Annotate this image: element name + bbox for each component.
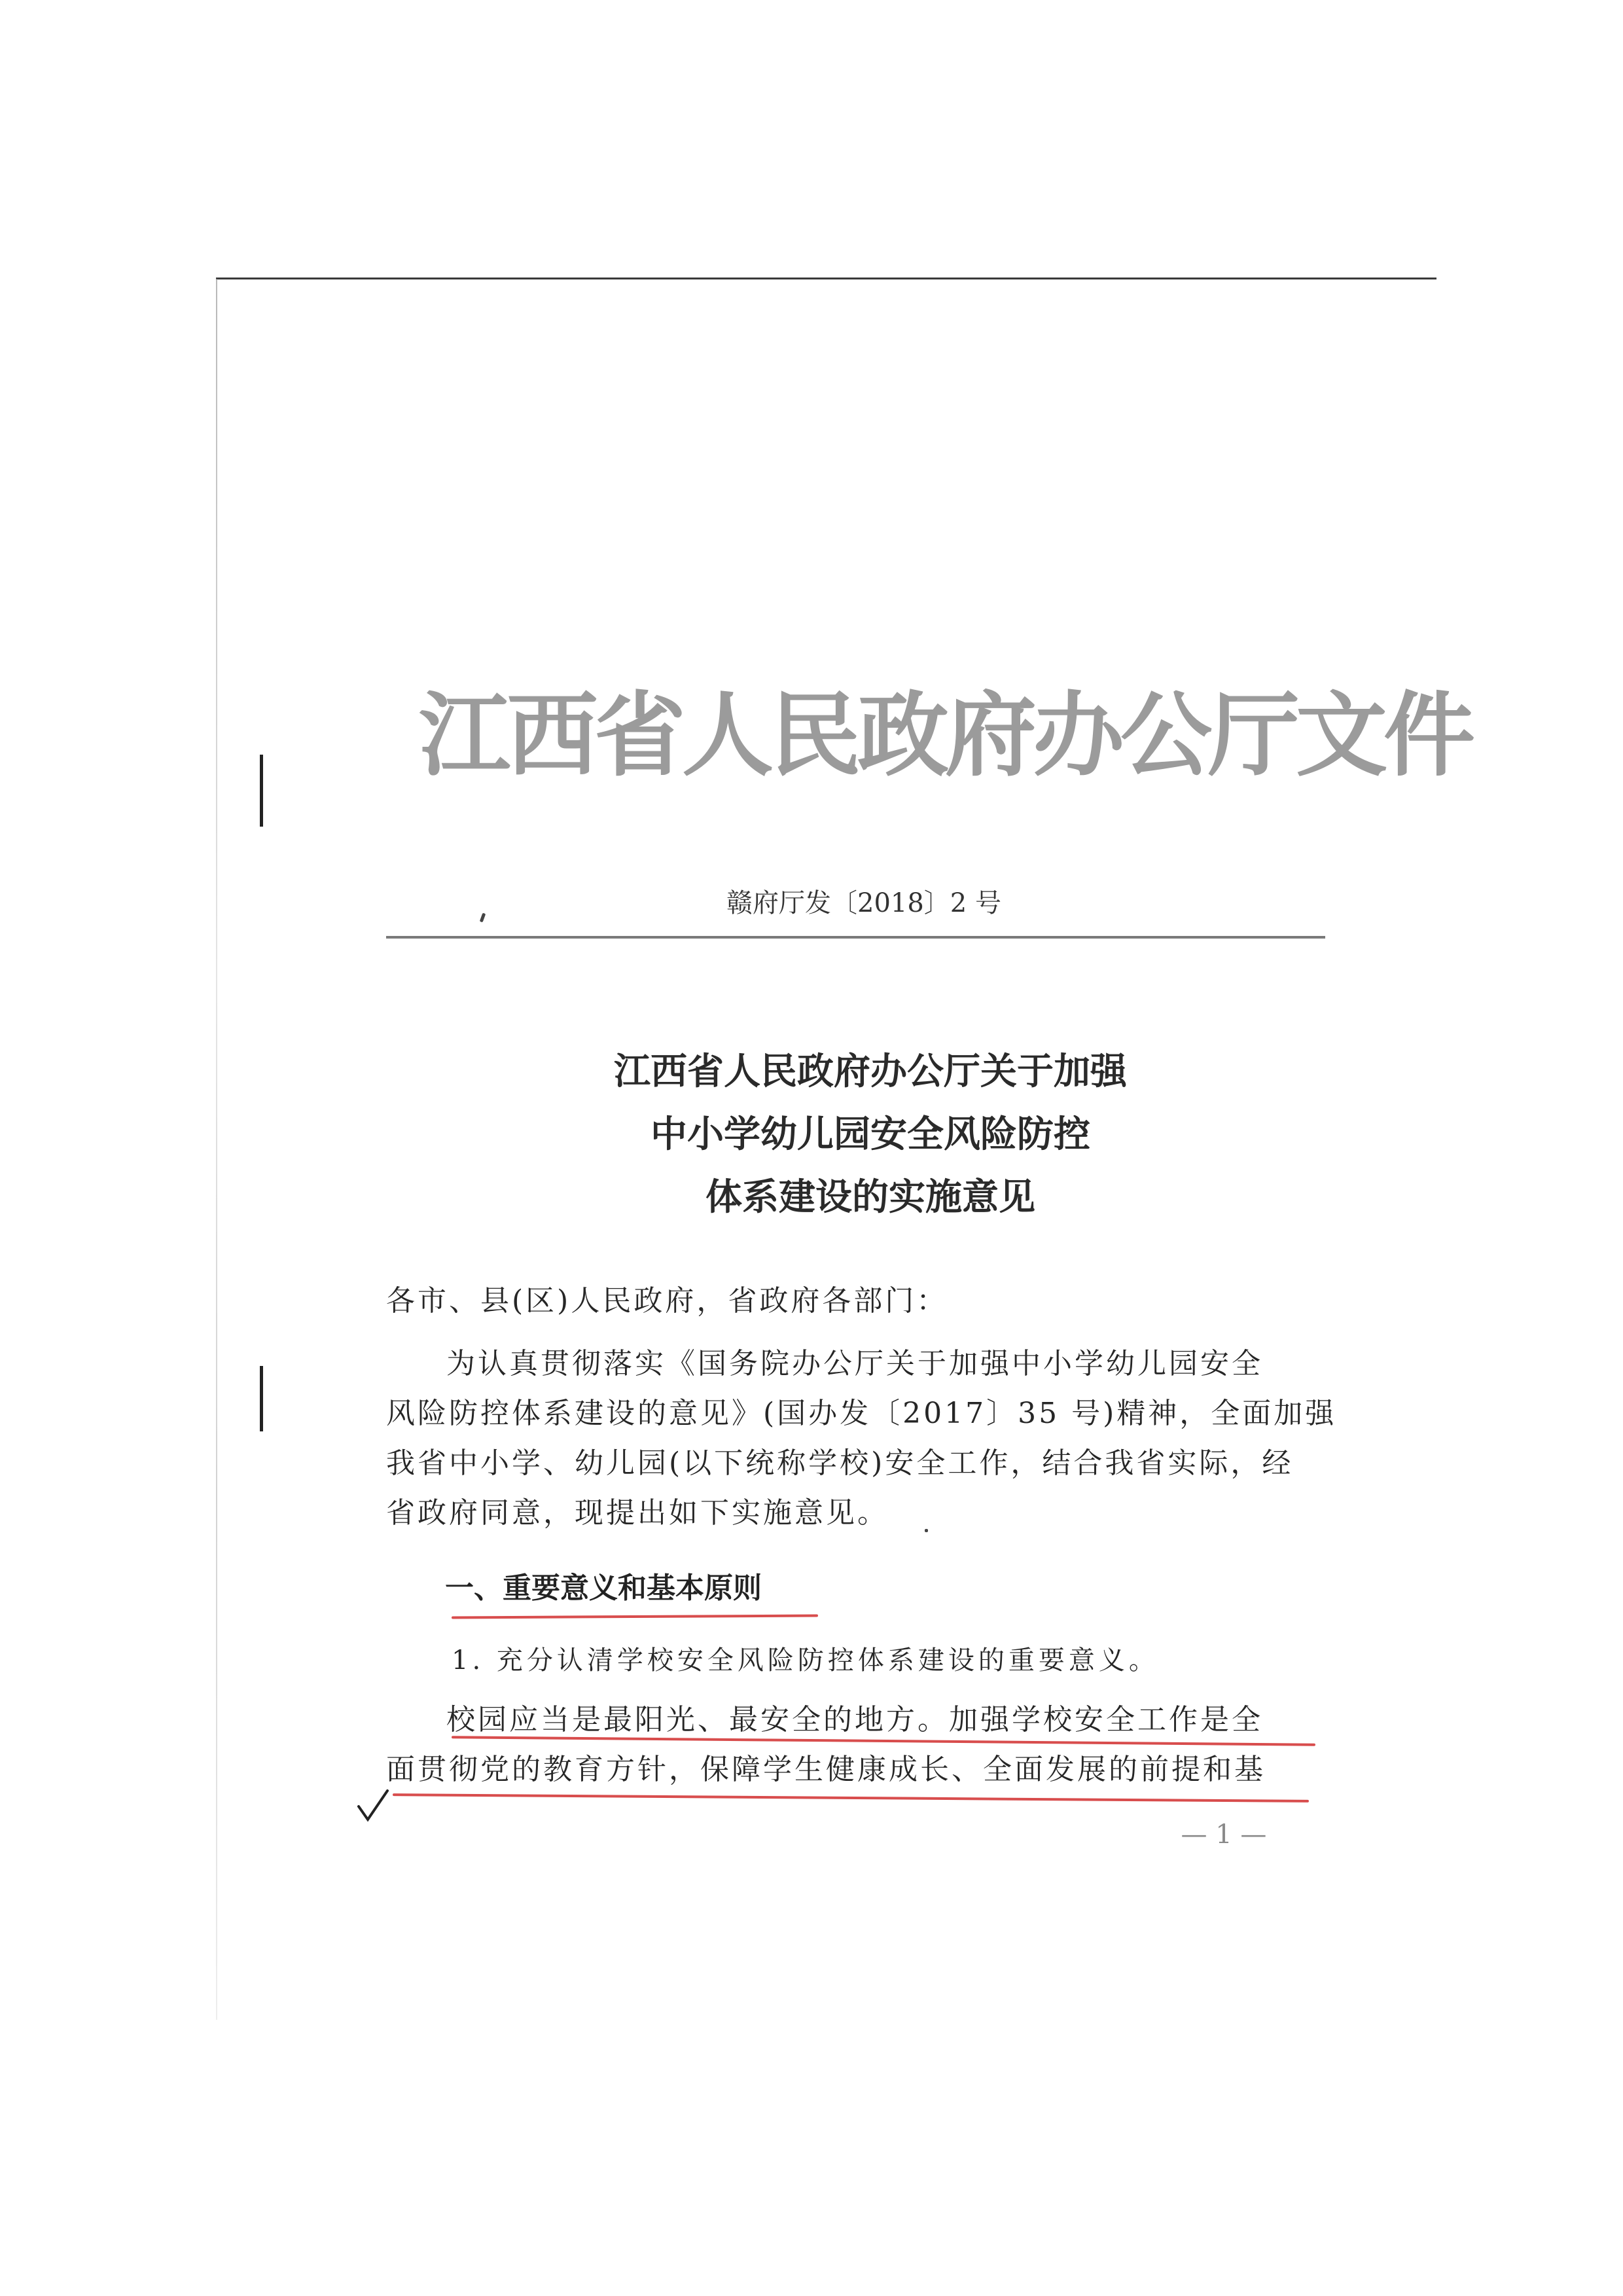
paragraph-line: 为认真贯彻落实《国务院办公厅关于加强中小学幼儿园安全 xyxy=(446,1347,1263,1380)
title-line: 江西省人民政府办公厅关于加强 xyxy=(614,1050,1127,1093)
document-title xyxy=(393,1041,1348,1229)
paragraph-line: 面贯彻党的教育方针，保障学生健康成长、全面发展的前提和基 xyxy=(386,1753,1266,1786)
intro-paragraph xyxy=(386,1339,1337,1538)
document-masthead: 江西省人民政府办公厅文件 xyxy=(419,683,1472,789)
paragraph-line: 风险防控体系建设的意见》(国办发〔2017〕35 号)精神，全面加强 xyxy=(386,1397,1337,1430)
page-number: — 1 — xyxy=(1181,1820,1267,1850)
title-line: 中小学幼儿园安全风险防控 xyxy=(651,1113,1090,1156)
paragraph-line: 我省中小学、幼儿园(以下统称学校)安全工作，结合我省实际，经 xyxy=(386,1446,1294,1480)
subsection-heading: 1. 充分认清学校安全风险防控体系建设的重要意义。 xyxy=(452,1645,1159,1676)
paragraph-line: 校园应当是最阳光、最安全的地方。加强学校安全工作是全 xyxy=(446,1703,1263,1736)
section-heading: 一、重要意义和基本原则 xyxy=(445,1571,762,1605)
handwritten-underline xyxy=(452,1615,818,1619)
body-paragraph xyxy=(386,1695,1322,1795)
binding-mark xyxy=(260,755,263,827)
title-line: 体系建设的实施意见 xyxy=(705,1176,1035,1219)
paragraph-line: 省政府同意，现提出如下实施意见。 xyxy=(386,1496,889,1530)
handwritten-check-icon xyxy=(353,1787,393,1826)
binding-mark xyxy=(260,1366,263,1431)
header-separator-line xyxy=(386,936,1325,939)
scan-edge-top xyxy=(216,278,1436,279)
document-number: 赣府厅发〔2018〕2 号 xyxy=(726,888,1001,918)
scan-edge-left xyxy=(216,279,217,2020)
scan-speck xyxy=(480,913,486,923)
handwritten-underline xyxy=(393,1793,1309,1803)
salutation: 各市、县(区)人民政府，省政府各部门： xyxy=(386,1284,948,1318)
